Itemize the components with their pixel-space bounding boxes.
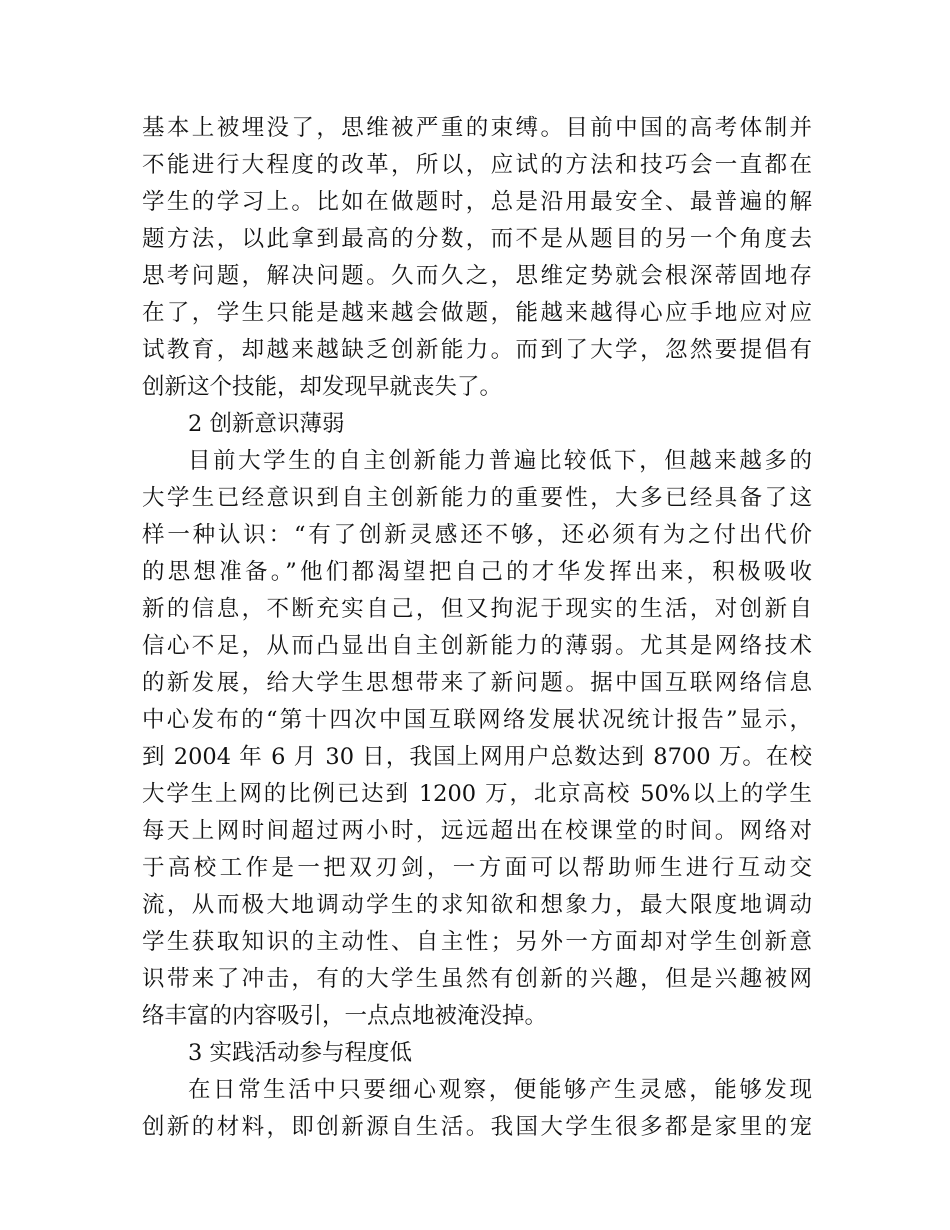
- text-line: 样一种认识：“有了创新灵感还不够，还必须有为之付出代价: [142, 522, 812, 548]
- paragraph-first-line: 在日常生活中只要细心观察，便能够产生灵感，能够发现: [188, 1077, 812, 1103]
- text-line: 在了，学生只能是越来越会做题，能越来越得心应手地应对应: [142, 300, 812, 326]
- text-line: 络丰富的内容吸引，一点点地被淹没掉。: [142, 1003, 548, 1029]
- text-line: 新的信息，不断充实自己，但又拘泥于现实的生活，对创新自: [142, 596, 812, 622]
- paragraph-first-line: 目前大学生的自主创新能力普遍比较低下，但越来越多的: [188, 448, 812, 474]
- text-line: 大学生上网的比例已达到 1200 万，北京高校 50%以上的学生: [142, 781, 812, 807]
- text-line: 到 2004 年 6 月 30 日，我国上网用户总数达到 8700 万。在校: [142, 744, 812, 770]
- section-heading: 2 创新意识薄弱: [188, 411, 345, 437]
- text-line: 基本上被埋没了，思维被严重的束缚。目前中国的高考体制并: [142, 115, 812, 141]
- text-line: 大学生已经意识到自主创新能力的重要性，大多已经具备了这: [142, 485, 812, 511]
- text-line: 于高校工作是一把双刃剑，一方面可以帮助师生进行互动交: [142, 855, 812, 881]
- text-line: 每天上网时间超过两小时，远远超出在校课堂的时间。网络对: [142, 818, 812, 844]
- section-heading: 3 实践活动参与程度低: [188, 1040, 412, 1066]
- text-line: 创新的材料，即创新源自生活。我国大学生很多都是家里的宠: [142, 1114, 812, 1140]
- text-line: 的新发展，给大学生思想带来了新问题。据中国互联网络信息: [142, 670, 812, 696]
- text-line: 识带来了冲击，有的大学生虽然有创新的兴趣，但是兴趣被网: [142, 966, 812, 992]
- text-line: 试教育，却越来越缺乏创新能力。而到了大学，忽然要提倡有: [142, 337, 812, 363]
- text-line: 不能进行大程度的改革，所以，应试的方法和技巧会一直都在: [142, 152, 812, 178]
- text-line: 题方法，以此拿到最高的分数，而不是从题目的另一个角度去: [142, 226, 812, 252]
- text-line: 学生获取知识的主动性、自主性；另外一方面却对学生创新意: [142, 929, 812, 955]
- text-line: 思考问题，解决问题。久而久之，思维定势就会根深蒂固地存: [142, 263, 812, 289]
- text-line: 创新这个技能，却发现早就丧失了。: [142, 374, 503, 400]
- document-page: [142, 110, 812, 1146]
- text-line: 学生的学习上。比如在做题时，总是沿用最安全、最普遍的解: [142, 189, 812, 215]
- text-line: 信心不足，从而凸显出自主创新能力的薄弱。尤其是网络技术: [142, 633, 812, 659]
- text-line: 中心发布的“第十四次中国互联网络发展状况统计报告”显示，: [142, 707, 812, 733]
- text-line: 的思想准备。”他们都渴望把自己的才华发挥出来，积极吸收: [142, 559, 812, 585]
- text-line: 流，从而极大地调动学生的求知欲和想象力，最大限度地调动: [142, 892, 812, 918]
